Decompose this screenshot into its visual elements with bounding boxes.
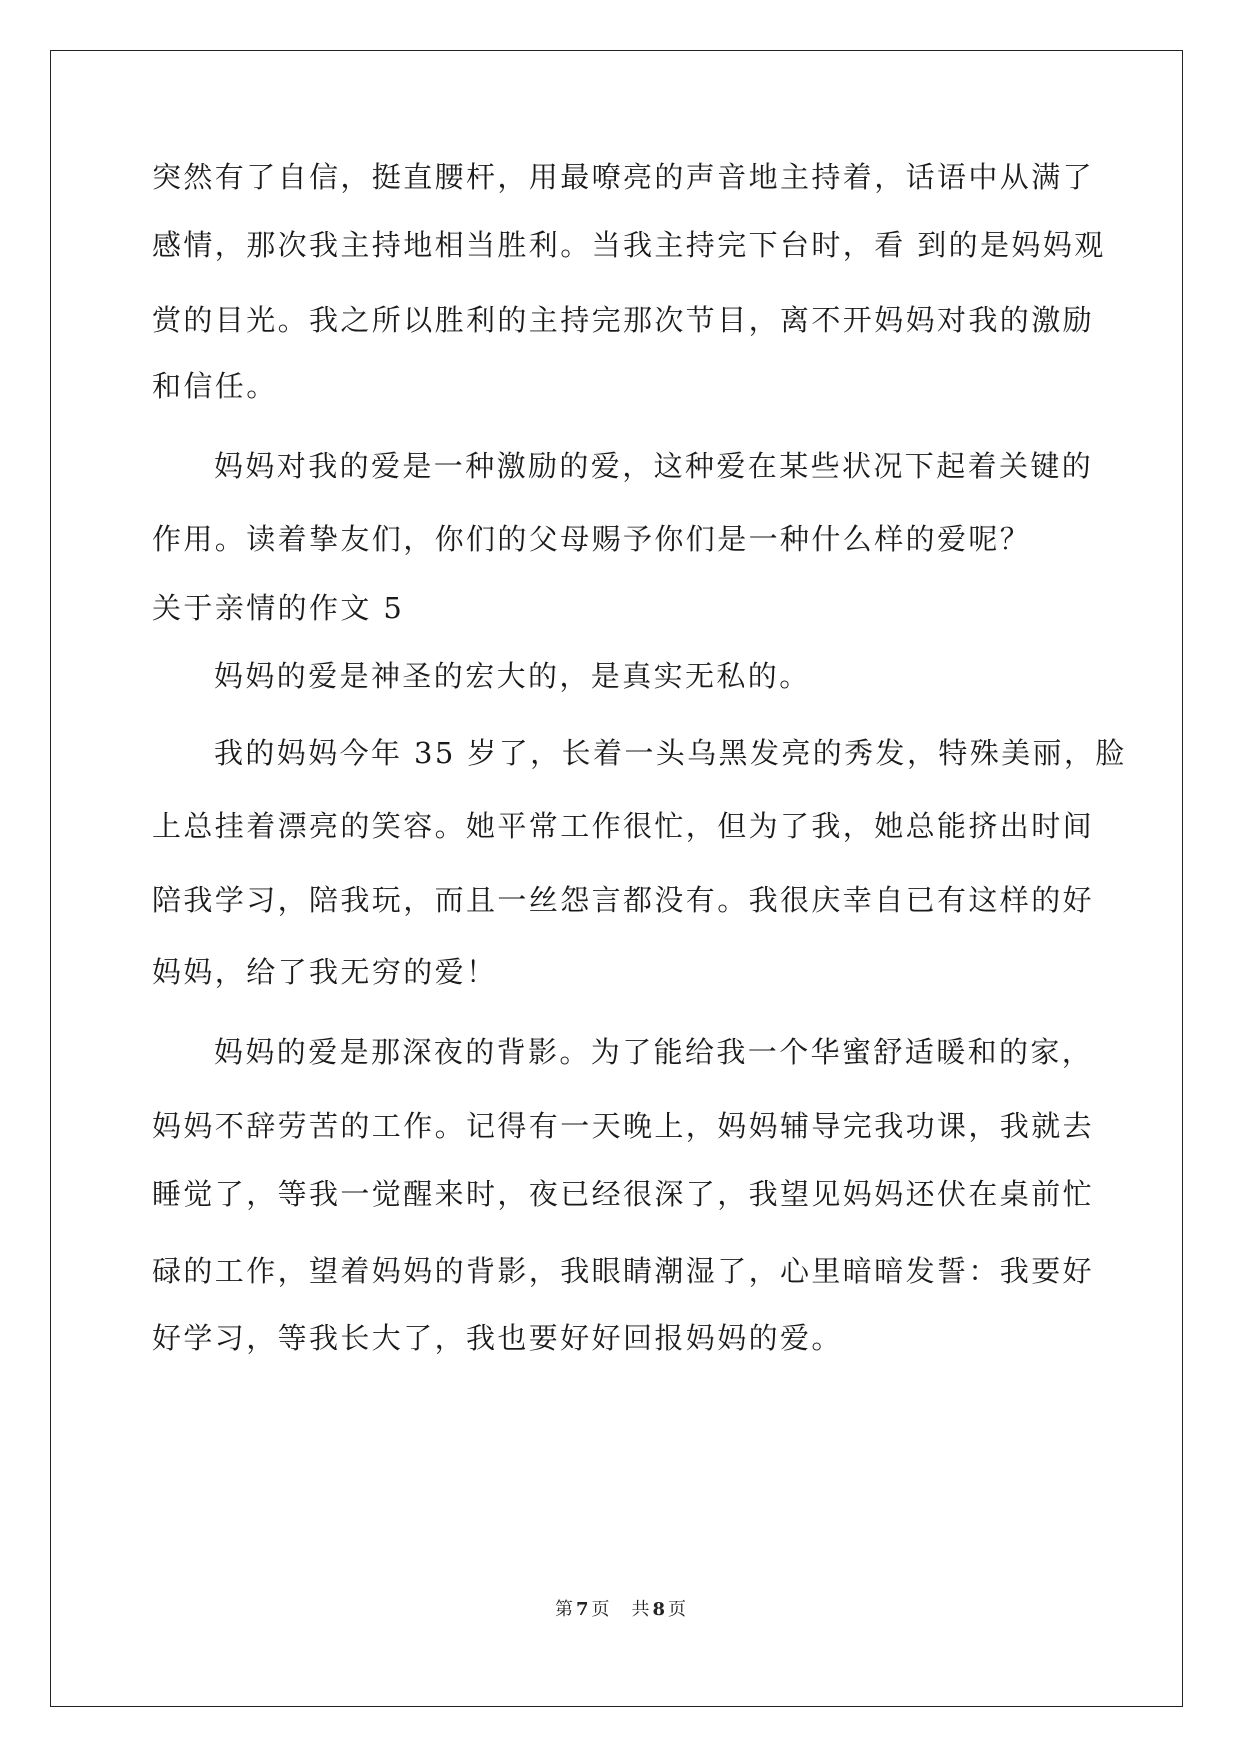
page-suffix: 页 (591, 1599, 610, 1620)
page-border (50, 50, 1183, 1707)
body-line-16: 碌的工作，望着妈妈的背影，我眼睛潮湿了，心里暗暗发誓：我要好 (152, 1254, 1095, 1288)
body-line-17: 好学习，等我长大了，我也要好好回报妈妈的爱。 (152, 1321, 843, 1355)
body-line-4: 和信任。 (152, 369, 278, 403)
body-line-9: 我的妈妈今年 35 岁了，长着一头乌黑发亮的秀发，特殊美丽，脸 (214, 736, 1127, 770)
body-line-1: 突然有了自信，挺直腰杆，用最嘹亮的声音地主持着，话语中从满了 (152, 160, 1095, 194)
body-line-13: 妈妈的爱是那深夜的背影。为了能给我一个华蜜舒适暖和的家， (214, 1035, 1094, 1069)
total-prefix: 共 (631, 1599, 650, 1620)
body-line-8: 妈妈的爱是神圣的宏大的，是真实无私的。 (214, 659, 811, 693)
current-page-number: 7 (575, 1599, 589, 1620)
page-prefix: 第 (554, 1599, 573, 1620)
body-line-2: 感情，那次我主持地相当胜利。当我主持完下台时，看 到的是妈妈观 (152, 228, 1106, 262)
body-line-3: 赏的目光。我之所以胜利的主持完那次节目，离不开妈妈对我的激励 (152, 303, 1095, 337)
body-line-14: 妈妈不辞劳苦的工作。记得有一天晚上，妈妈辅导完我功课，我就去 (152, 1109, 1095, 1143)
page-footer (0, 1598, 1241, 1622)
total-page-number: 8 (652, 1599, 666, 1620)
body-line-6: 作用。读着挚友们，你们的父母赐予你们是一种什么样的爱呢？ (152, 522, 1032, 556)
section-heading: 关于亲情的作文 5 (152, 591, 405, 625)
body-line-10: 上总挂着漂亮的笑容。她平常工作很忙，但为了我，她总能挤出时间 (152, 809, 1095, 843)
body-line-15: 睡觉了，等我一觉醒来时，夜已经很深了，我望见妈妈还伏在桌前忙 (152, 1177, 1095, 1211)
body-line-5: 妈妈对我的爱是一种激励的爱，这种爱在某些状况下起着关键的 (214, 449, 1094, 483)
total-suffix: 页 (668, 1599, 687, 1620)
body-line-11: 陪我学习，陪我玩，而且一丝怨言都没有。我很庆幸自已有这样的好 (152, 883, 1095, 917)
body-line-12: 妈妈，给了我无穷的爱！ (152, 955, 498, 989)
